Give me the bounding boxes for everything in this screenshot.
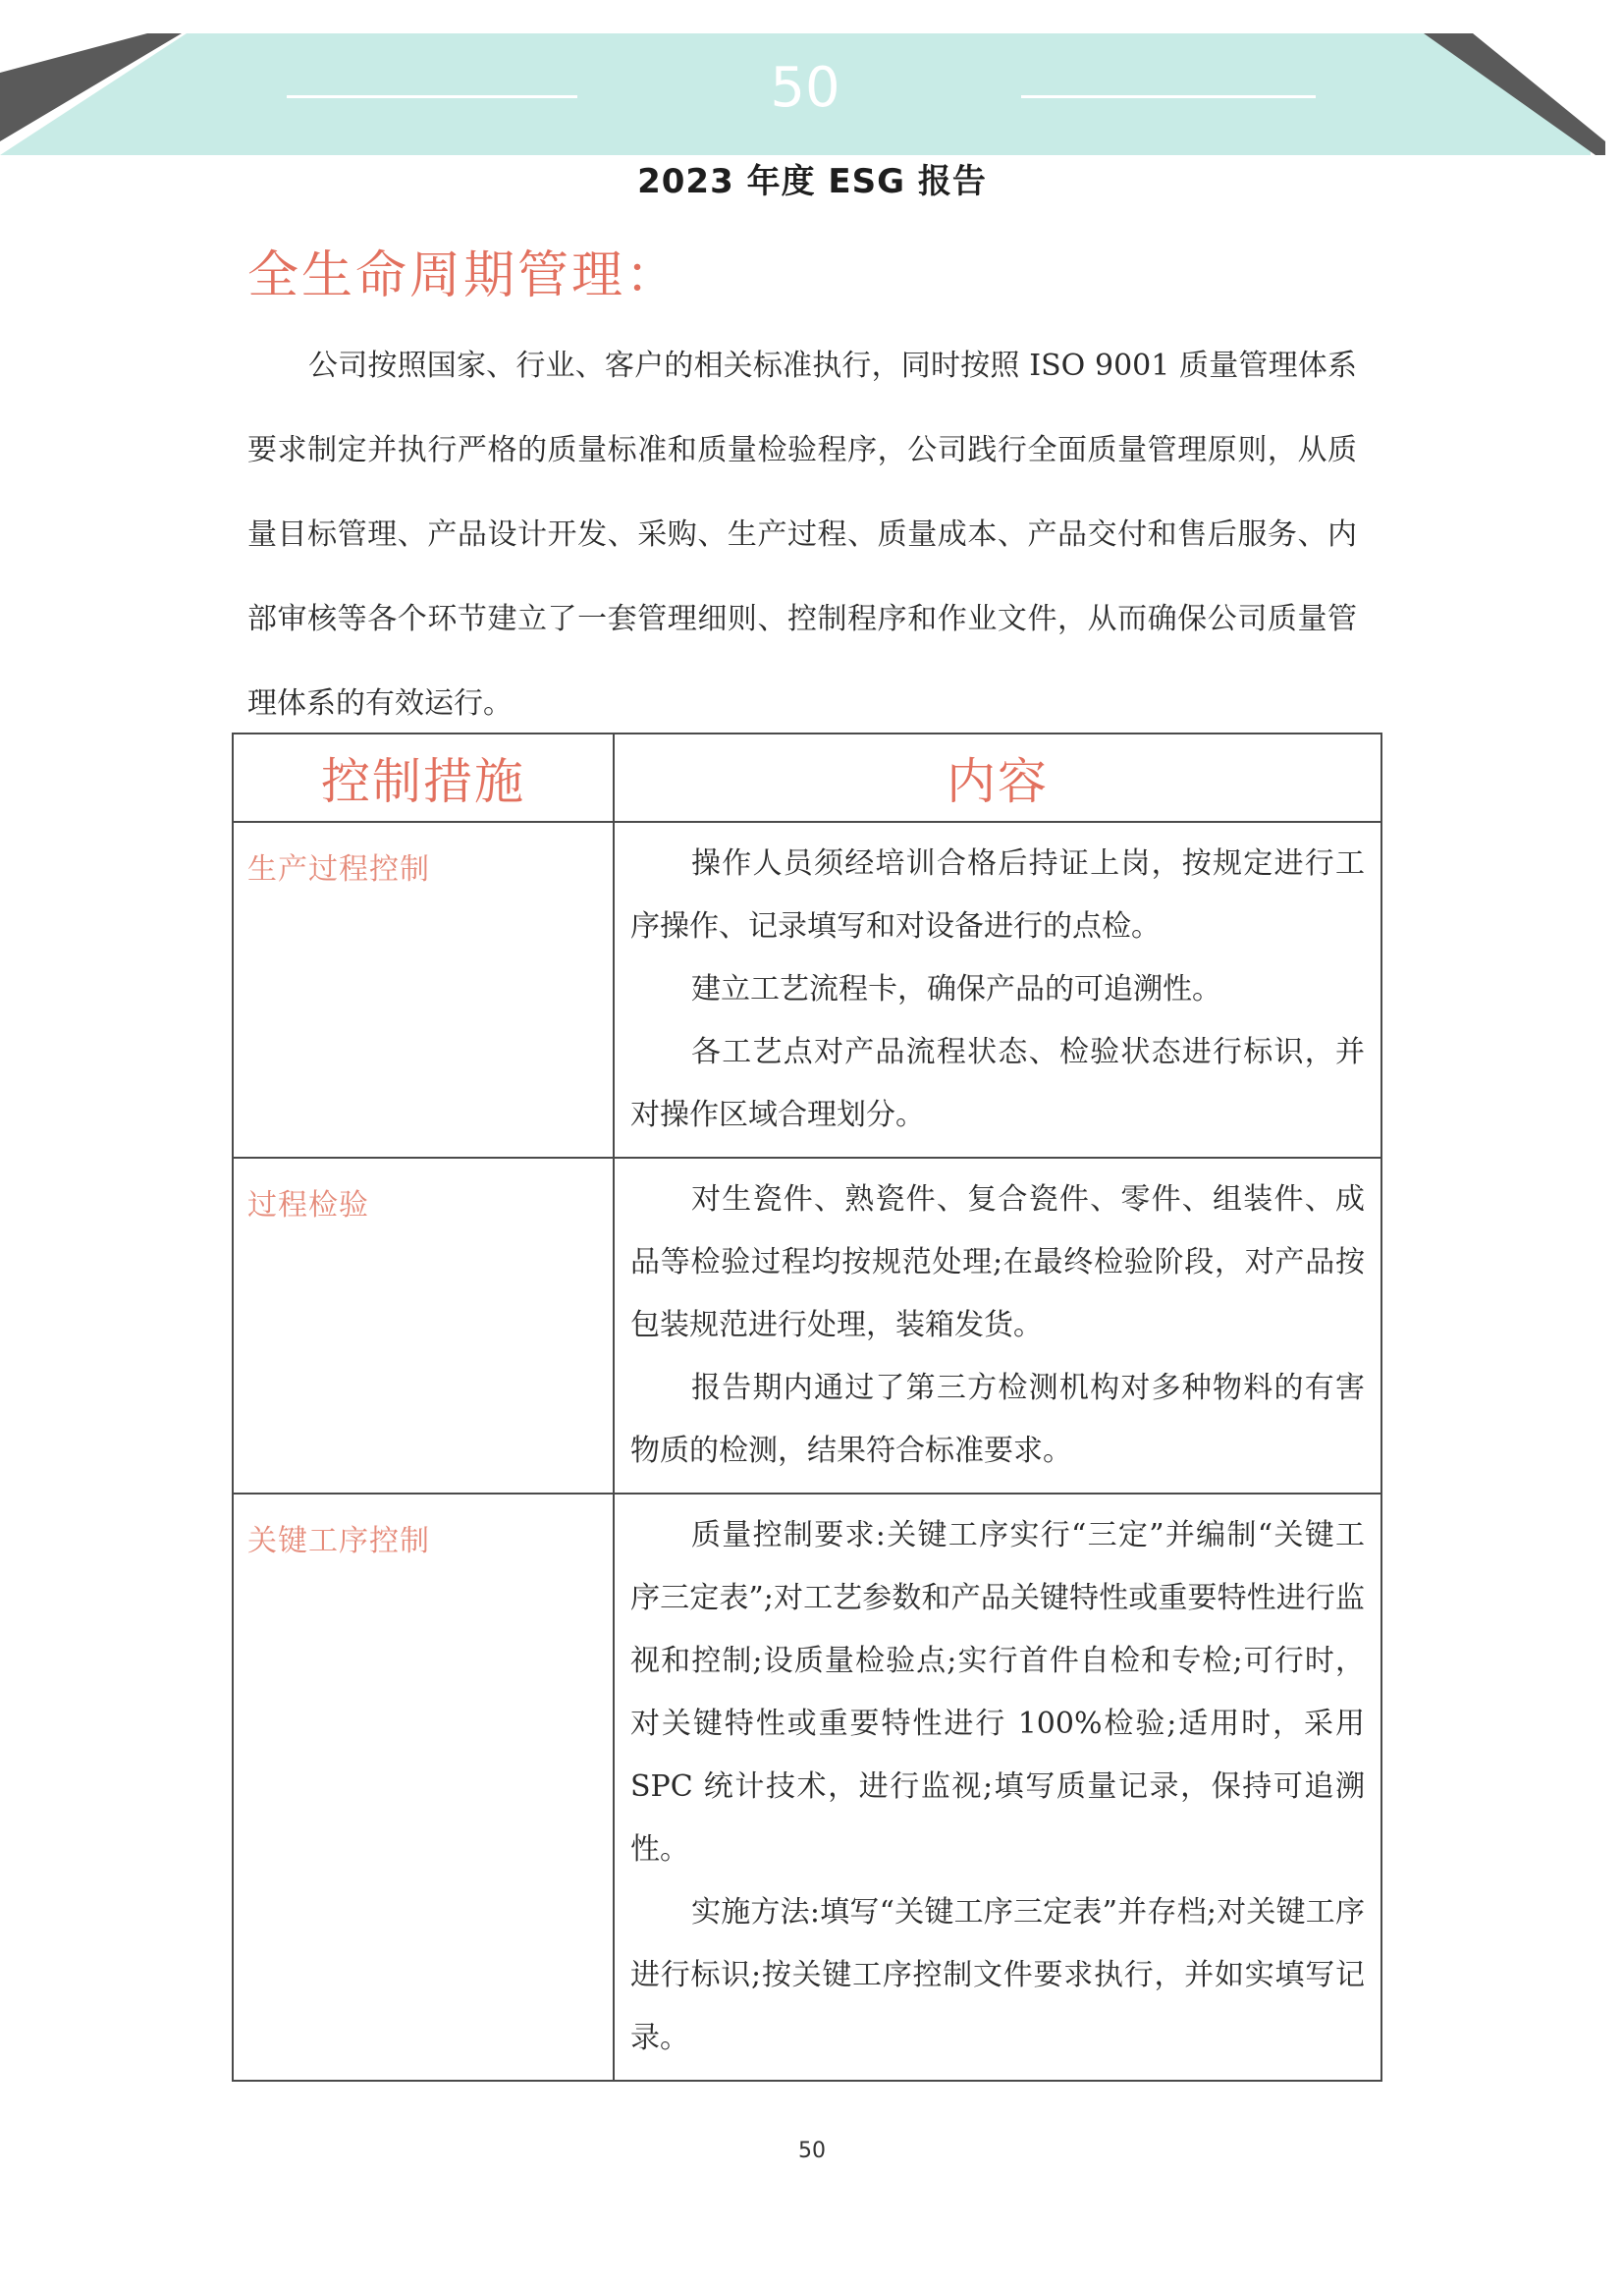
content-paragraph: 操作人员须经培训合格后持证上岗，按规定进行工序操作、记录填写和对设备进行的点检。: [630, 846, 1365, 944]
footer-page-number: 50: [798, 2139, 826, 2163]
header-page-number: 50: [770, 56, 840, 120]
report-title: 2023 年度 ESG 报告: [637, 162, 987, 201]
header-rule-left: [287, 95, 577, 98]
table-row: [233, 1158, 1381, 1494]
measure-cell: 生产过程控制: [233, 822, 614, 1158]
table-row: [233, 822, 1381, 1158]
header-rule-right: [1021, 95, 1316, 98]
content-cell: [614, 822, 1381, 1158]
measure-cell: 过程检验: [233, 1158, 614, 1494]
control-measures-table: [232, 733, 1382, 2082]
table-row: [233, 1494, 1381, 2081]
content-paragraph: 报告期内通过了第三方检测机构对多种物料的有害物质的检测，结果符合标准要求。: [630, 1371, 1365, 1468]
header-corner-decoration-right: [1404, 33, 1610, 155]
content-paragraph: 各工艺点对产品流程状态、检验状态进行标识，并对操作区域合理划分。: [630, 1035, 1365, 1132]
content-cell: [614, 1158, 1381, 1494]
content-paragraph: 质量控制要求:关键工序实行“三定”并编制“关键工序三定表”;对工艺参数和产品关键特性或重要特性进行监视和控制;设质量检验点;实行首件自检和专检;可行时，对关键特性或重要特性进行 100%检验;适用时，采用 SPC 统计技术，进行监视;填写质量记录，保持可追溯性。: [630, 1518, 1365, 1867]
content-paragraph: 建立工艺流程卡，确保产品的可追溯性。: [691, 972, 1221, 1006]
section-heading: 全生命周期管理：: [247, 246, 680, 305]
content-paragraph: 对生瓷件、熟瓷件、复合瓷件、零件、组装件、成品等检验过程均按规范处理;在最终检验阶段，对产品按包装规范进行处理，装箱发货。: [630, 1182, 1365, 1342]
header-corner-decoration-left: [0, 33, 187, 155]
content-cell: [614, 1494, 1381, 2081]
header-content: 内容: [614, 734, 1381, 822]
intro-paragraph: 公司按照国家、行业、客户的相关标准执行，同时按照 ISO 9001 质量管理体系要求制定并执行严格的质量标准和质量检验程序，公司践行全面质量管理原则，从质量目标管理、产品设计开发、采购、生产过程、质量成本、产品交付和售后服务、内部审核等各个环节建立了一套管理细则、控制程序和作业文件，从而确保公司质量管理体系的有效运行。: [247, 349, 1357, 721]
table-header-row: [233, 734, 1381, 822]
header-control-measures: 控制措施: [233, 734, 614, 822]
content-paragraph: 实施方法:填写“关键工序三定表”并存档;对关键工序进行标识;按关键工序控制文件要求执行，并如实填写记录。: [630, 1895, 1365, 2055]
measure-cell: 关键工序控制: [233, 1494, 614, 2081]
